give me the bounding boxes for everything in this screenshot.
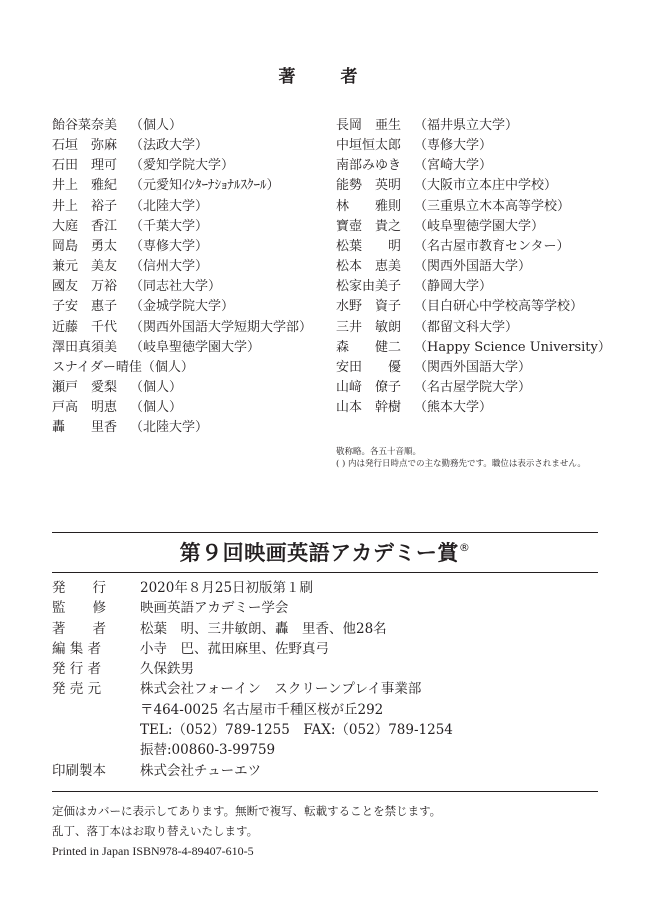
colophon-value: 株式会社フォーイン スクリーンプレイ事業部: [140, 681, 422, 698]
author-affiliation: （岐阜聖徳学園大学）: [414, 218, 545, 234]
author-affiliation: （目白研心中学校高等学校）: [414, 299, 584, 315]
author-affiliation: （静岡大学）: [414, 279, 493, 295]
author-entry: [336, 297, 611, 317]
colophon-value: 映画英語アカデミー学会: [140, 600, 289, 617]
author-name: 大庭 香江: [52, 218, 118, 234]
author-affiliation: （愛知学院大学）: [130, 158, 235, 174]
author-affiliation: （個人）: [141, 359, 194, 375]
author-name: 能勢 英明: [336, 178, 402, 194]
author-name: 井上 雅紀: [52, 178, 118, 194]
author-entry: [52, 237, 312, 257]
author-entry: [52, 358, 312, 378]
author-affiliation: （専修大学）: [414, 138, 493, 154]
author-entry: [52, 418, 312, 438]
note-line: ( ) 内は発行日時点での主な勤務先です。職位は表示されません。: [336, 459, 586, 469]
author-affiliation: （個人）: [130, 118, 183, 133]
colophon-value: 振替:00860-3-99759: [140, 742, 276, 759]
colophon-row: [52, 700, 453, 720]
top-divider: [52, 532, 598, 533]
colophon-label: 監 修: [52, 600, 106, 617]
author-affiliation: （大阪市立本庄中学校）: [414, 178, 558, 194]
author-name: 轟 里香: [52, 420, 118, 436]
author-entry: [52, 318, 312, 338]
authors-list-left: [52, 116, 312, 439]
colophon-label: 発 売 元: [52, 681, 102, 698]
author-entry: [336, 398, 611, 418]
author-name: 井上 裕子: [52, 198, 118, 214]
colophon-row: [52, 679, 453, 699]
author-entry: [336, 318, 611, 338]
author-entry: [336, 378, 611, 398]
colophon: [52, 578, 453, 781]
author-entry: [336, 136, 611, 156]
author-entry: [52, 217, 312, 237]
author-affiliation: （Happy Science University）: [414, 339, 611, 355]
author-entry: [336, 176, 611, 196]
colophon-value: 〒464-0025 名古屋市千種区桜が丘292: [140, 701, 384, 718]
author-entry: [336, 197, 611, 217]
author-name: 松本 恵美: [336, 259, 402, 275]
colophon-value: 久保鉄男: [140, 661, 194, 678]
author-affiliation: （福井県立大学）: [414, 118, 519, 133]
author-affiliation: （名古屋市教育センター）: [414, 238, 570, 254]
author-affiliation: （個人）: [130, 380, 183, 396]
author-name: 寶壺 貴之: [336, 218, 402, 234]
author-affiliation: （北陸大学）: [130, 198, 209, 214]
author-affiliation: （関西外国語大学）: [414, 259, 532, 275]
author-entry: [52, 277, 312, 297]
author-entry: [52, 197, 312, 217]
note-line: 敬称略。各五十音順。: [336, 447, 422, 457]
colophon-label: 編 集 者: [52, 640, 102, 657]
author-name: 山﨑 僚子: [336, 380, 402, 396]
author-affiliation: （岐阜聖徳学園大学）: [130, 339, 261, 355]
author-affiliation: （北陸大学）: [130, 420, 209, 436]
author-entry: [52, 116, 312, 136]
author-affiliation: （千葉大学）: [130, 218, 209, 234]
author-name: 瀬戸 愛梨: [52, 380, 118, 396]
replacement-notice: 乱丁、落丁本はお取り替えいたします。: [52, 824, 259, 838]
book-title-text: 第９回映画英語アカデミー賞: [179, 541, 459, 565]
author-entry: [336, 116, 611, 136]
author-entry: [52, 297, 312, 317]
colophon-label: [52, 720, 140, 740]
author-name: 林 雅則: [336, 198, 402, 214]
author-name: 松家由美子: [336, 279, 402, 295]
colophon-label: [52, 700, 140, 720]
author-entry: [52, 136, 312, 156]
author-name: スナイダー晴佳: [52, 359, 142, 375]
author-name: 石垣 弥麻: [52, 138, 118, 154]
author-entry: [52, 338, 312, 358]
author-entry: [52, 176, 312, 196]
colophon-label: 印刷製本: [52, 762, 106, 779]
author-affiliation: （元愛知ｲﾝﾀｰﾅｼｮﾅﾙｽｸｰﾙ）: [130, 178, 280, 194]
author-name: 松葉 明: [336, 238, 402, 254]
author-affiliation: （関西外国語大学）: [414, 359, 532, 375]
footer-notes: [52, 801, 441, 861]
author-entry: [336, 217, 611, 237]
colophon-value: 松葉 明、三井敏朗、轟 里香、他28名: [140, 620, 387, 637]
colophon-label: 発 行 者: [52, 661, 102, 678]
colophon-row: [52, 578, 453, 598]
author-name: 安田 優: [336, 359, 402, 375]
author-affiliation: （都留文科大学）: [414, 319, 519, 335]
author-name: 戸高 明恵: [52, 400, 118, 416]
author-entry: [336, 257, 611, 277]
author-entry: [52, 398, 312, 418]
colophon-value: TEL:（052）789-1255 FAX:（052）789-1254: [140, 722, 453, 739]
author-affiliation: （金城学院大学）: [130, 299, 235, 315]
author-name: 長岡 亜生: [336, 118, 402, 133]
author-name: 子安 惠子: [52, 299, 118, 315]
author-name: 三井 敏朗: [336, 319, 402, 335]
author-entry: [336, 156, 611, 176]
author-entry: [52, 378, 312, 398]
colophon-row: [52, 740, 453, 760]
colophon-row: [52, 659, 453, 679]
bottom-divider: [52, 791, 598, 792]
author-affiliation: （法政大学）: [130, 138, 209, 154]
title-divider: [52, 572, 598, 573]
author-name: 兼元 美友: [52, 259, 118, 275]
book-title: [0, 537, 650, 567]
colophon-row: [52, 598, 453, 618]
author-name: 南部みゆき: [336, 158, 402, 174]
author-notes: [336, 446, 586, 470]
price-notice: 定価はカバーに表示してあります。無断で複写、転載することを禁じます。: [52, 804, 442, 818]
colophon-row: [52, 619, 453, 639]
isbn-line: Printed in Japan ISBN978-4-89407-610-5: [52, 844, 254, 858]
author-name: 森 健二: [336, 339, 402, 355]
author-affiliation: （三重県立木本高等学校）: [414, 198, 571, 214]
author-affiliation: （関西外国語大学短期大学部）: [130, 319, 313, 335]
colophon-value: 2020年８月25日初版第１刷: [140, 580, 314, 596]
author-name: 近藤 千代: [52, 319, 118, 335]
colophon-label: 発 行: [52, 580, 106, 596]
author-entry: [336, 237, 611, 257]
colophon-row: [52, 639, 453, 659]
colophon-value: 株式会社チューエツ: [140, 762, 262, 779]
author-name: 澤田真須美: [52, 339, 118, 355]
author-name: 水野 資子: [336, 299, 402, 315]
registered-mark: ®: [458, 541, 471, 554]
author-entry: [52, 156, 312, 176]
colophon-label: 著 者: [52, 620, 106, 637]
author-affiliation: （名古屋学院大学）: [414, 380, 532, 396]
colophon-label: [52, 740, 140, 760]
author-name: 國友 万裕: [52, 279, 118, 295]
colophon-value: 小寺 巴、菰田麻里、佐野真弓: [140, 640, 329, 657]
author-name: 飴谷菜奈美: [52, 118, 118, 133]
author-affiliation: （熊本大学）: [414, 400, 493, 416]
author-affiliation: （同志社大学）: [130, 279, 222, 295]
author-entry: [336, 338, 611, 358]
colophon-row: [52, 720, 453, 740]
author-affiliation: （個人）: [130, 400, 183, 416]
author-entry: [336, 277, 611, 297]
authors-heading: 著 者: [278, 67, 372, 87]
author-name: 山本 幹樹: [336, 400, 402, 416]
author-name: 石田 理可: [52, 158, 118, 174]
author-name: 中垣恒太郎: [336, 138, 402, 154]
author-name: 岡島 勇太: [52, 238, 118, 254]
author-affiliation: （専修大学）: [130, 238, 209, 254]
colophon-row: [52, 761, 453, 781]
authors-list-right: [336, 116, 611, 418]
author-entry: [52, 257, 312, 277]
author-affiliation: （宮崎大学）: [414, 158, 493, 174]
author-entry: [336, 358, 611, 378]
author-affiliation: （信州大学）: [130, 259, 209, 275]
